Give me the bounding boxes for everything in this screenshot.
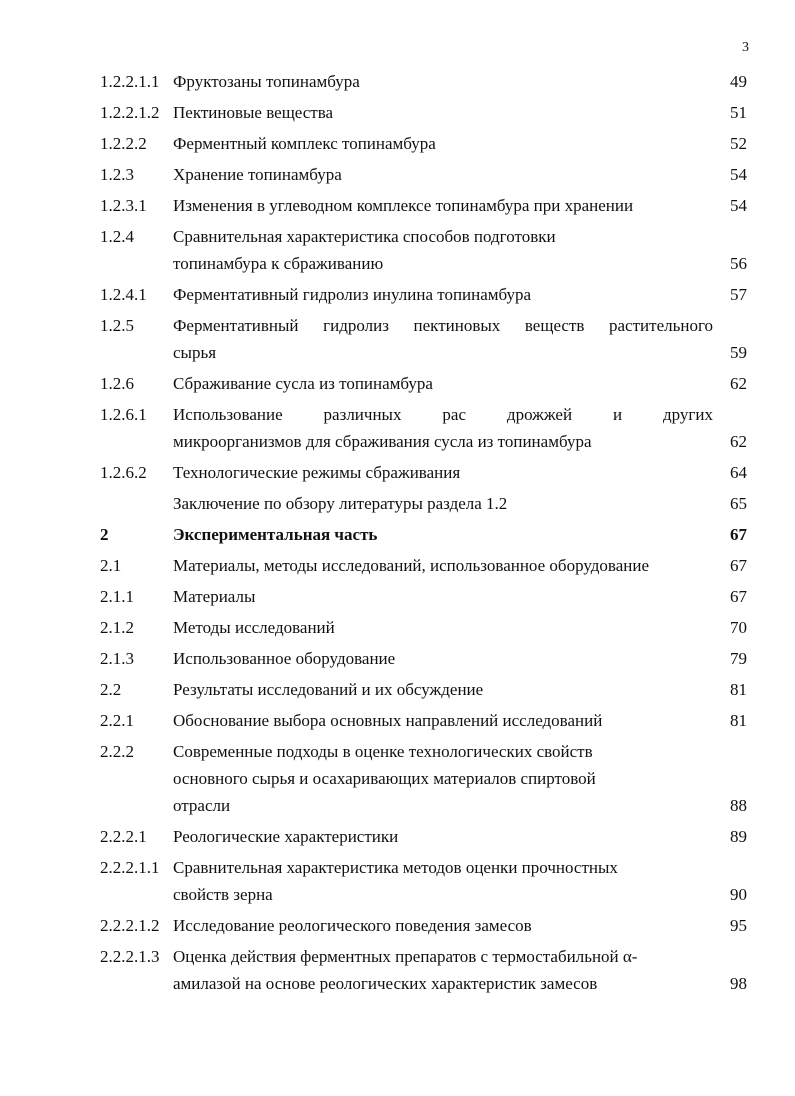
toc-entry-title	[173, 854, 713, 908]
toc-entry-number: 2.1.2	[100, 618, 134, 637]
toc-entry	[0, 370, 795, 397]
toc-entry-title	[173, 312, 713, 366]
toc-entry-page: 79	[730, 649, 747, 668]
toc-entry-page: 57	[730, 285, 747, 304]
toc-entry-title	[173, 823, 713, 850]
toc-entry-page: 90	[730, 885, 747, 904]
toc-entry-page: 49	[730, 72, 747, 91]
toc-entry	[0, 943, 795, 997]
toc-entry-page: 65	[730, 494, 747, 513]
toc-entry	[0, 614, 795, 641]
toc-entry-title	[173, 401, 713, 455]
toc-entry-title-line: Хранение топинамбура	[173, 165, 342, 184]
toc-entry-title-line: Ферментный комплекс топинамбура	[173, 134, 436, 153]
toc-entry-number: 1.2.3	[100, 165, 134, 184]
toc-entry-number: 1.2.2.1.2	[100, 103, 160, 122]
toc-entry-page: 62	[730, 432, 747, 451]
toc-entry-title	[173, 161, 713, 188]
toc-entry-number: 1.2.6.2	[100, 463, 147, 482]
toc-entry-page: 95	[730, 916, 747, 935]
toc-entry-title-line: микроорганизмов для сбраживания сусла из топинамбура	[173, 432, 592, 451]
toc-entry-title-line: Исследование реологического поведения замесов	[173, 916, 532, 935]
toc-entry-number: 2.2.2.1.2	[100, 916, 160, 935]
toc-entry-title	[173, 676, 713, 703]
toc-entry-page: 89	[730, 827, 747, 846]
toc-entry-title-line: Использование различных рас дрожжей и других	[173, 405, 713, 424]
toc-entry	[0, 459, 795, 486]
toc-entry-page: 51	[730, 103, 747, 122]
toc-entry-number: 2.2.2.1.1	[100, 858, 160, 877]
toc-entry-title-line: Фруктозаны топинамбура	[173, 72, 360, 91]
toc-entry-title-line: топинамбура к сбраживанию	[173, 254, 384, 273]
toc-entry	[0, 854, 795, 908]
toc-entry-title	[173, 370, 713, 397]
toc-entry-title-line: Оценка действия ферментных препаратов с термостабильной α-	[173, 947, 638, 966]
toc-entry	[0, 223, 795, 277]
toc-entry	[0, 490, 795, 517]
toc-entry	[0, 281, 795, 308]
toc-entry-title-line: Сбраживание сусла из топинамбура	[173, 374, 433, 393]
toc-entry	[0, 707, 795, 734]
toc-entry-number: 1.2.4.1	[100, 285, 147, 304]
toc-entry-number: 2.2.1	[100, 711, 134, 730]
toc-entry-number: 2.2	[100, 680, 122, 699]
toc-entry-title	[173, 645, 713, 672]
toc-entry	[0, 645, 795, 672]
toc-entry-title-line: Сравнительная характеристика способов подготовки	[173, 227, 556, 246]
toc-entry-number: 1.2.3.1	[100, 196, 147, 215]
toc-entry-page: 54	[730, 196, 747, 215]
toc-entry	[0, 912, 795, 939]
toc-entry-page: 67	[730, 525, 747, 544]
toc-entry-title	[173, 583, 713, 610]
toc-entry-title-line: Результаты исследований и их обсуждение	[173, 680, 484, 699]
toc-entry-page: 59	[730, 343, 747, 362]
toc-entry	[0, 738, 795, 819]
toc-entry-title	[173, 490, 713, 517]
toc-entry-title	[173, 943, 713, 997]
toc-entry-title-line: свойств зерна	[173, 885, 273, 904]
toc-entry-title	[173, 192, 713, 219]
toc-entry-number: 2	[100, 525, 109, 544]
toc-entry-page: 70	[730, 618, 747, 637]
toc-entry	[0, 68, 795, 95]
toc-entry	[0, 552, 795, 579]
toc-entry-title	[173, 912, 713, 939]
toc-entry	[0, 99, 795, 126]
toc-entry-number: 2.1	[100, 556, 122, 575]
toc-entry-number: 1.2.6.1	[100, 405, 147, 424]
toc-entry-title-line: Сравнительная характеристика методов оценки прочностных	[173, 858, 618, 877]
toc-entry-number: 2.2.2.1.3	[100, 947, 160, 966]
toc-entry	[0, 161, 795, 188]
toc-entry-title-line: Заключение по обзору литературы раздела 1.2	[173, 494, 508, 513]
toc-entry-number: 1.2.2.2	[100, 134, 147, 153]
toc-entry-title-line: Ферментативный гидролиз инулина топинамбура	[173, 285, 532, 304]
toc-entry-title	[173, 68, 713, 95]
toc-entry-number: 2.1.3	[100, 649, 134, 668]
toc-entry-title-line: Обоснование выбора основных направлений исследований	[173, 711, 603, 730]
toc-entry-title-line: Экспериментальная часть	[173, 525, 378, 544]
toc-entry-title	[173, 223, 713, 277]
toc-entry-page: 52	[730, 134, 747, 153]
toc-entry-page: 56	[730, 254, 747, 273]
toc-entry	[0, 130, 795, 157]
toc-entry-page: 81	[730, 711, 747, 730]
toc-entry-page: 67	[730, 556, 747, 575]
toc-entry-number: 2.2.2.1	[100, 827, 147, 846]
toc-entry-number: 1.2.2.1.1	[100, 72, 160, 91]
toc-entry-title	[173, 130, 713, 157]
toc-entry-page: 98	[730, 974, 747, 993]
toc-entry-page: 81	[730, 680, 747, 699]
toc-entry-title	[173, 614, 713, 641]
toc-entry	[0, 521, 795, 548]
toc-entry	[0, 676, 795, 703]
toc-entry-title-line: Ферментативный гидролиз пектиновых веществ растительного	[173, 316, 713, 335]
toc-entry-title	[173, 459, 713, 486]
toc-entry-title	[173, 99, 713, 126]
toc-entry	[0, 192, 795, 219]
toc-entry-title-line: Технологические режимы сбраживания	[173, 463, 461, 482]
toc-entry-title-line: основного сырья и осахаривающих материалов спиртовой	[173, 769, 596, 788]
toc-entry	[0, 312, 795, 366]
toc-entry	[0, 823, 795, 850]
toc-entry-page: 62	[730, 374, 747, 393]
toc-entry-title-line: отрасли	[173, 796, 231, 815]
toc-entry-number: 1.2.5	[100, 316, 134, 335]
toc-entry-title	[173, 707, 713, 734]
toc-entry-title-line: Пектиновые вещества	[173, 103, 334, 122]
toc-entry-title-line: Методы исследований	[173, 618, 335, 637]
toc-entry-title-line: сырья	[173, 343, 217, 362]
toc-entry-number: 1.2.4	[100, 227, 134, 246]
toc-entry-page: 88	[730, 796, 747, 815]
toc-entry-number: 2.2.2	[100, 742, 134, 761]
table-of-contents	[0, 68, 795, 1001]
toc-entry-number: 1.2.6	[100, 374, 134, 393]
toc-entry-title-line: Материалы	[173, 587, 256, 606]
toc-entry-number: 2.1.1	[100, 587, 134, 606]
toc-entry-title-line: Современные подходы в оценке технологических свойств	[173, 742, 593, 761]
toc-entry-title	[173, 281, 713, 308]
toc-entry	[0, 401, 795, 455]
toc-entry-title	[173, 738, 713, 819]
toc-entry-title-line: Использованное оборудование	[173, 649, 396, 668]
toc-entry-page: 54	[730, 165, 747, 184]
toc-entry-title-line: Изменения в углеводном комплексе топинамбура при хранении	[173, 196, 634, 215]
toc-entry-title-line: амилазой на основе реологических характеристик замесов	[173, 974, 598, 993]
toc-entry-title-line: Реологические характеристики	[173, 827, 399, 846]
toc-entry-title	[173, 521, 713, 548]
toc-entry-page: 64	[730, 463, 747, 482]
page-number: 3	[742, 40, 749, 55]
toc-entry-title-line: Материалы, методы исследований, использованное оборудование	[173, 556, 650, 575]
toc-entry-page: 67	[730, 587, 747, 606]
toc-entry	[0, 583, 795, 610]
toc-entry-title	[173, 552, 713, 579]
